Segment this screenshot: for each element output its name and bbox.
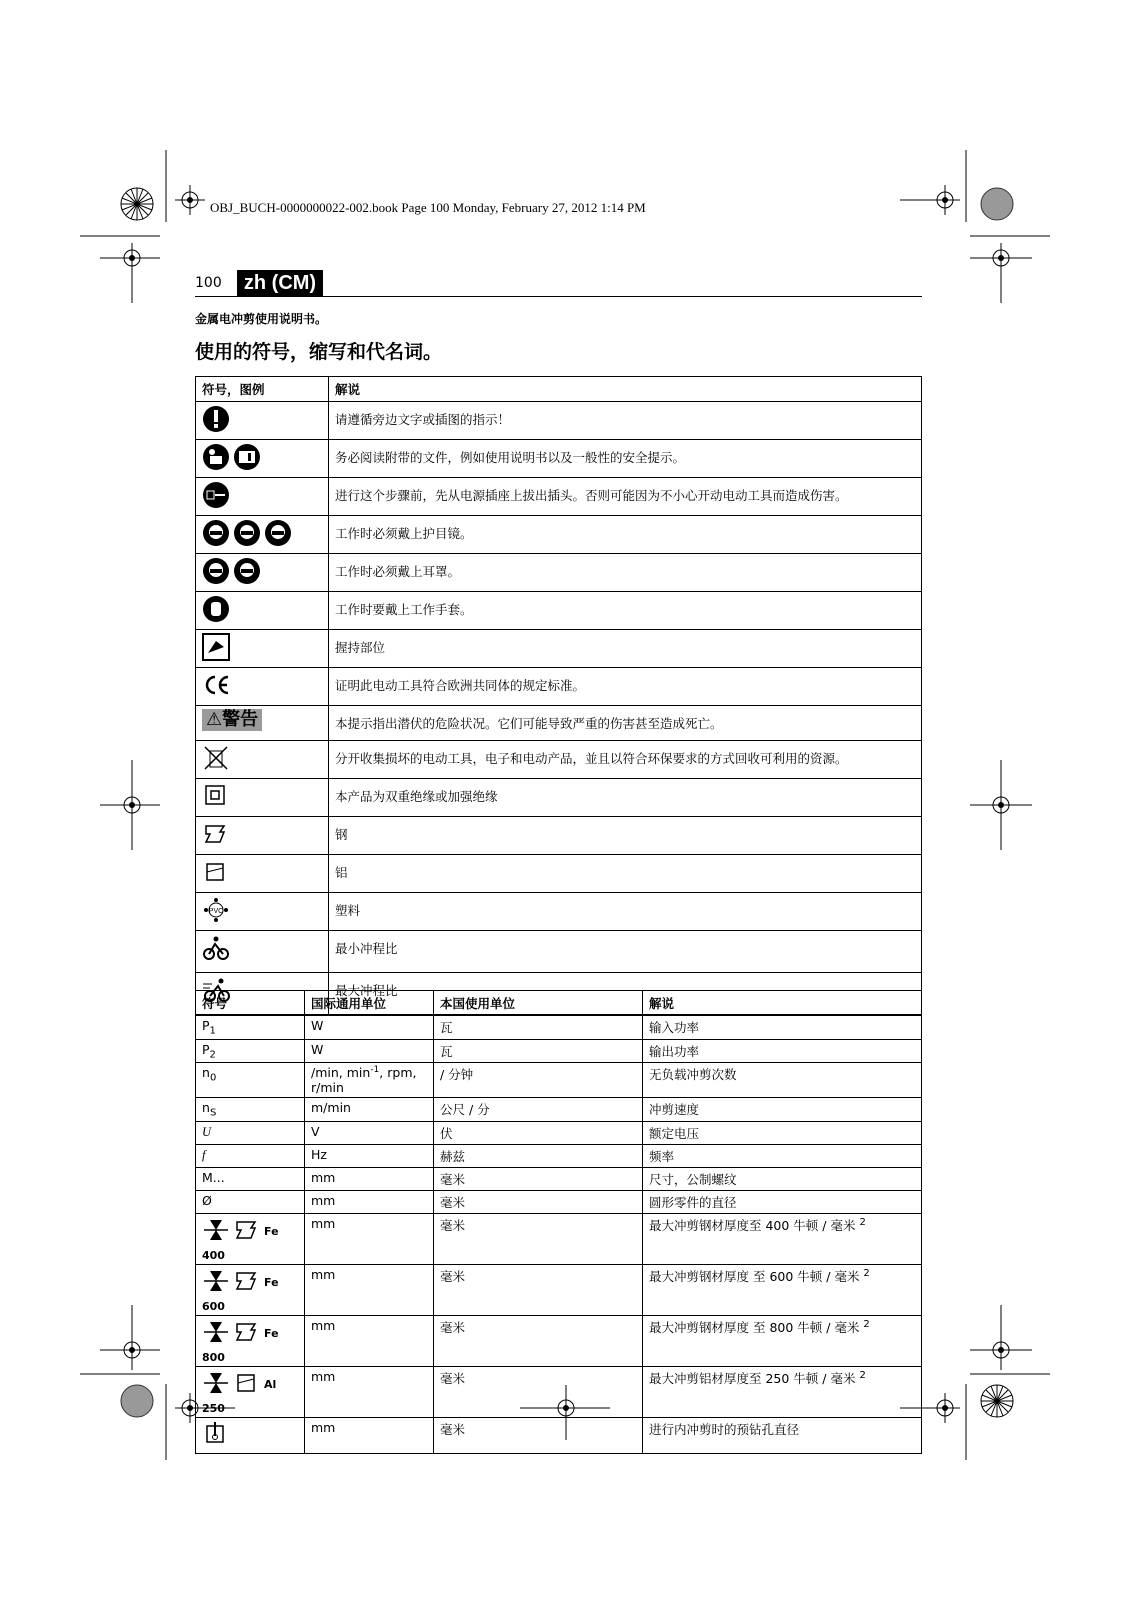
punch-icon (202, 1216, 230, 1247)
symbol-cell (196, 817, 329, 855)
column-header-symbol: 符号 (196, 991, 305, 1016)
unplug-icon (202, 481, 230, 512)
symbol-cell (196, 779, 329, 817)
pvc-plastic-icon (202, 896, 230, 927)
local-unit-cell: 毫米 (434, 1190, 643, 1213)
intl-unit-cell: V (305, 1121, 434, 1144)
language-badge: zh (CM) (237, 270, 323, 296)
document-subtitle: 金属电冲剪使用说明书。 (195, 312, 328, 326)
column-header-symbol: 符号，图例 (196, 377, 329, 402)
table-row (196, 440, 922, 478)
exclamation-icon (202, 405, 230, 436)
intl-unit-cell: mm (305, 1190, 434, 1213)
explanation-cell: 频率 (643, 1144, 922, 1167)
table-row (196, 893, 922, 931)
symbol-cell (196, 668, 329, 706)
table-row (196, 630, 922, 668)
symbol-cell (196, 554, 329, 592)
symbol-cell (196, 516, 329, 554)
symbol-cell (196, 1417, 305, 1453)
local-unit-cell: 毫米 (434, 1417, 643, 1453)
symbol-cell: Ø (196, 1190, 305, 1213)
local-unit-cell: 毫米 (434, 1315, 643, 1366)
read-manual-icon (202, 443, 230, 474)
table-row (196, 1063, 922, 1098)
page-number: 100 (195, 275, 222, 291)
symbol-cell: Fe 800 (196, 1315, 305, 1366)
intl-unit-cell: m/min (305, 1098, 434, 1122)
symbol-cell: $P_1$ (196, 1016, 305, 1040)
intl-unit-cell: mm (305, 1167, 434, 1190)
aluminium-icon (233, 1369, 261, 1400)
explanation-cell: 工作时要戴上工作手套。 (329, 592, 922, 630)
ce-mark-icon (202, 671, 230, 702)
explanation-cell: 最大冲剪钢材厚度 至 600 牛顿 / 毫米 $^2$ (643, 1264, 922, 1315)
steel-icon (233, 1267, 261, 1298)
explanation-cell: 尺寸，公制螺纹 (643, 1167, 922, 1190)
symbol-cell (196, 402, 329, 440)
intl-unit-cell: Hz (305, 1144, 434, 1167)
weee-bin-icon (202, 744, 230, 775)
explanation-cell: 无负载冲剪次数 (643, 1063, 922, 1098)
print-slug: OBJ_BUCH-0000000022-002.book Page 100 Monday, February 27, 2012 1:14 PM (210, 200, 646, 215)
table-row (196, 1016, 922, 1040)
steel-icon (233, 1318, 261, 1349)
column-header-local-unit: 本国使用单位 (434, 991, 643, 1016)
goggles-icon (264, 519, 292, 550)
explanation-cell: 务必阅读附带的文件，例如使用说明书以及一般性的安全提示。 (329, 440, 922, 478)
symbol-cell (196, 931, 329, 973)
table-row (196, 1121, 922, 1144)
symbol-cell (196, 630, 329, 668)
table-row (196, 592, 922, 630)
double-insulation-icon (202, 782, 230, 813)
intl-unit-cell: mm (305, 1417, 434, 1453)
table-row (196, 779, 922, 817)
table-row (196, 1264, 922, 1315)
units-table (195, 990, 922, 1454)
punch-icon (202, 1318, 230, 1349)
face-shield-icon (202, 519, 230, 550)
symbol-cell: M... (196, 1167, 305, 1190)
explanation-cell: 最大冲剪钢材厚度至 400 牛顿 / 毫米 $^2$ (643, 1213, 922, 1264)
symbol-cell (196, 741, 329, 779)
table-row (196, 1167, 922, 1190)
steel-icon (202, 820, 230, 851)
column-header-intl-unit: 国际通用单位 (305, 991, 434, 1016)
local-unit-cell: 毫米 (434, 1366, 643, 1417)
symbol-cell (196, 592, 329, 630)
table-header-row (196, 991, 922, 1016)
explanation-cell: 工作时必须戴上耳罩。 (329, 554, 922, 592)
symbol-cell: $n_0$ (196, 1063, 305, 1098)
column-header-explanation: 解说 (643, 991, 922, 1016)
ear-protection-icon (233, 557, 261, 588)
intl-unit-cell: mm (305, 1213, 434, 1264)
symbol-cell: $n_S$ (196, 1098, 305, 1122)
symbol-cell: f (196, 1144, 305, 1167)
explanation-cell: 额定电压 (643, 1121, 922, 1144)
explanation-cell: 分开收集损坏的电动工具，电子和电动产品，並且以符合环保要求的方式回收可利用的资源。 (329, 741, 922, 779)
info-book-icon (233, 443, 261, 474)
local-unit-cell: 伏 (434, 1121, 643, 1144)
table-row (196, 1213, 922, 1264)
table-row (196, 1039, 922, 1063)
svg-text:PVC: PVC (208, 908, 224, 915)
table-header-row (196, 377, 922, 402)
slow-cyclist-icon (202, 934, 230, 965)
table-row (196, 516, 922, 554)
table-row (196, 1366, 922, 1417)
explanation-cell: 进行内冲剪时的预钻孔直径 (643, 1417, 922, 1453)
punch-icon (202, 1267, 230, 1298)
ear-muff-icon (202, 557, 230, 588)
helmet-icon (233, 519, 261, 550)
intl-unit-cell: W (305, 1016, 434, 1040)
table-row (196, 817, 922, 855)
prebore-icon (202, 1420, 230, 1451)
table-row (196, 478, 922, 516)
aluminium-icon (202, 858, 230, 889)
local-unit-cell: / 分钟 (434, 1063, 643, 1098)
explanation-cell: 证明此电动工具符合欧洲共同体的规定标准。 (329, 668, 922, 706)
symbol-cell (196, 478, 329, 516)
explanation-cell: 请遵循旁边文字或插图的指示！ (329, 402, 922, 440)
explanation-cell: 进行这个步骤前，先从电源插座上拔出插头。否则可能因为不小心开动电动工具而造成伤害。 (329, 478, 922, 516)
table-row (196, 1417, 922, 1453)
explanation-cell: 圆形零件的直径 (643, 1190, 922, 1213)
table-row (196, 1098, 922, 1122)
table-row (196, 554, 922, 592)
explanation-cell: 最大冲剪铝材厚度至 250 牛顿 / 毫米 $^2$ (643, 1366, 922, 1417)
table-row (196, 741, 922, 779)
header-rule (195, 296, 922, 297)
intl-unit-cell: W (305, 1039, 434, 1063)
local-unit-cell: 瓦 (434, 1039, 643, 1063)
grip-area-icon (202, 633, 230, 664)
symbol-cell (196, 855, 329, 893)
explanation-cell: 铝 (329, 855, 922, 893)
intl-unit-cell: /min, $\min^{-1}$, rpm, r/min (305, 1063, 434, 1098)
table-row (196, 402, 922, 440)
local-unit-cell: 公尺 / 分 (434, 1098, 643, 1122)
explanation-cell: 钢 (329, 817, 922, 855)
explanation-cell: 冲剪速度 (643, 1098, 922, 1122)
intl-unit-cell: mm (305, 1366, 434, 1417)
table-row (196, 668, 922, 706)
table-row (196, 1144, 922, 1167)
symbol-cell: Al 250 (196, 1366, 305, 1417)
explanation-cell: 输出功率 (643, 1039, 922, 1063)
symbol-cell (196, 706, 329, 741)
explanation-cell: 塑料 (329, 893, 922, 931)
intl-unit-cell: mm (305, 1315, 434, 1366)
table-row (196, 855, 922, 893)
local-unit-cell: 赫兹 (434, 1144, 643, 1167)
table-row (196, 706, 922, 741)
symbol-cell (196, 893, 329, 931)
symbol-cell (196, 440, 329, 478)
explanation-cell: 工作时必须戴上护目镜。 (329, 516, 922, 554)
warning-label-icon: ⚠警告 (202, 709, 262, 731)
gloves-icon (202, 595, 230, 626)
local-unit-cell: 毫米 (434, 1213, 643, 1264)
intl-unit-cell: mm (305, 1264, 434, 1315)
symbols-table (195, 376, 922, 1015)
explanation-cell: 本提示指出潜伏的危险状况。它们可能导致严重的伤害甚至造成死亡。 (329, 706, 922, 741)
explanation-cell: 最大冲剪钢材厚度 至 800 牛顿 / 毫米 $^2$ (643, 1315, 922, 1366)
table-row (196, 931, 922, 973)
local-unit-cell: 毫米 (434, 1264, 643, 1315)
local-unit-cell: 瓦 (434, 1016, 643, 1040)
table-row (196, 1315, 922, 1366)
explanation-cell: 输入功率 (643, 1016, 922, 1040)
explanation-cell: 最大冲程比 (329, 973, 922, 1015)
punch-icon (202, 1369, 230, 1400)
explanation-cell: 握持部位 (329, 630, 922, 668)
explanation-cell: 最小冲程比 (329, 931, 922, 973)
symbol-cell: $P_2$ (196, 1039, 305, 1063)
local-unit-cell: 毫米 (434, 1167, 643, 1190)
table-row (196, 1190, 922, 1213)
column-header-explanation: 解说 (329, 377, 922, 402)
section-title: 使用的符号，缩写和代名词。 (195, 341, 443, 363)
symbol-cell: Fe 600 (196, 1264, 305, 1315)
steel-icon (233, 1216, 261, 1247)
explanation-cell: 本产品为双重绝缘或加强绝缘 (329, 779, 922, 817)
symbol-cell: Fe 400 (196, 1213, 305, 1264)
symbol-cell: U (196, 1121, 305, 1144)
